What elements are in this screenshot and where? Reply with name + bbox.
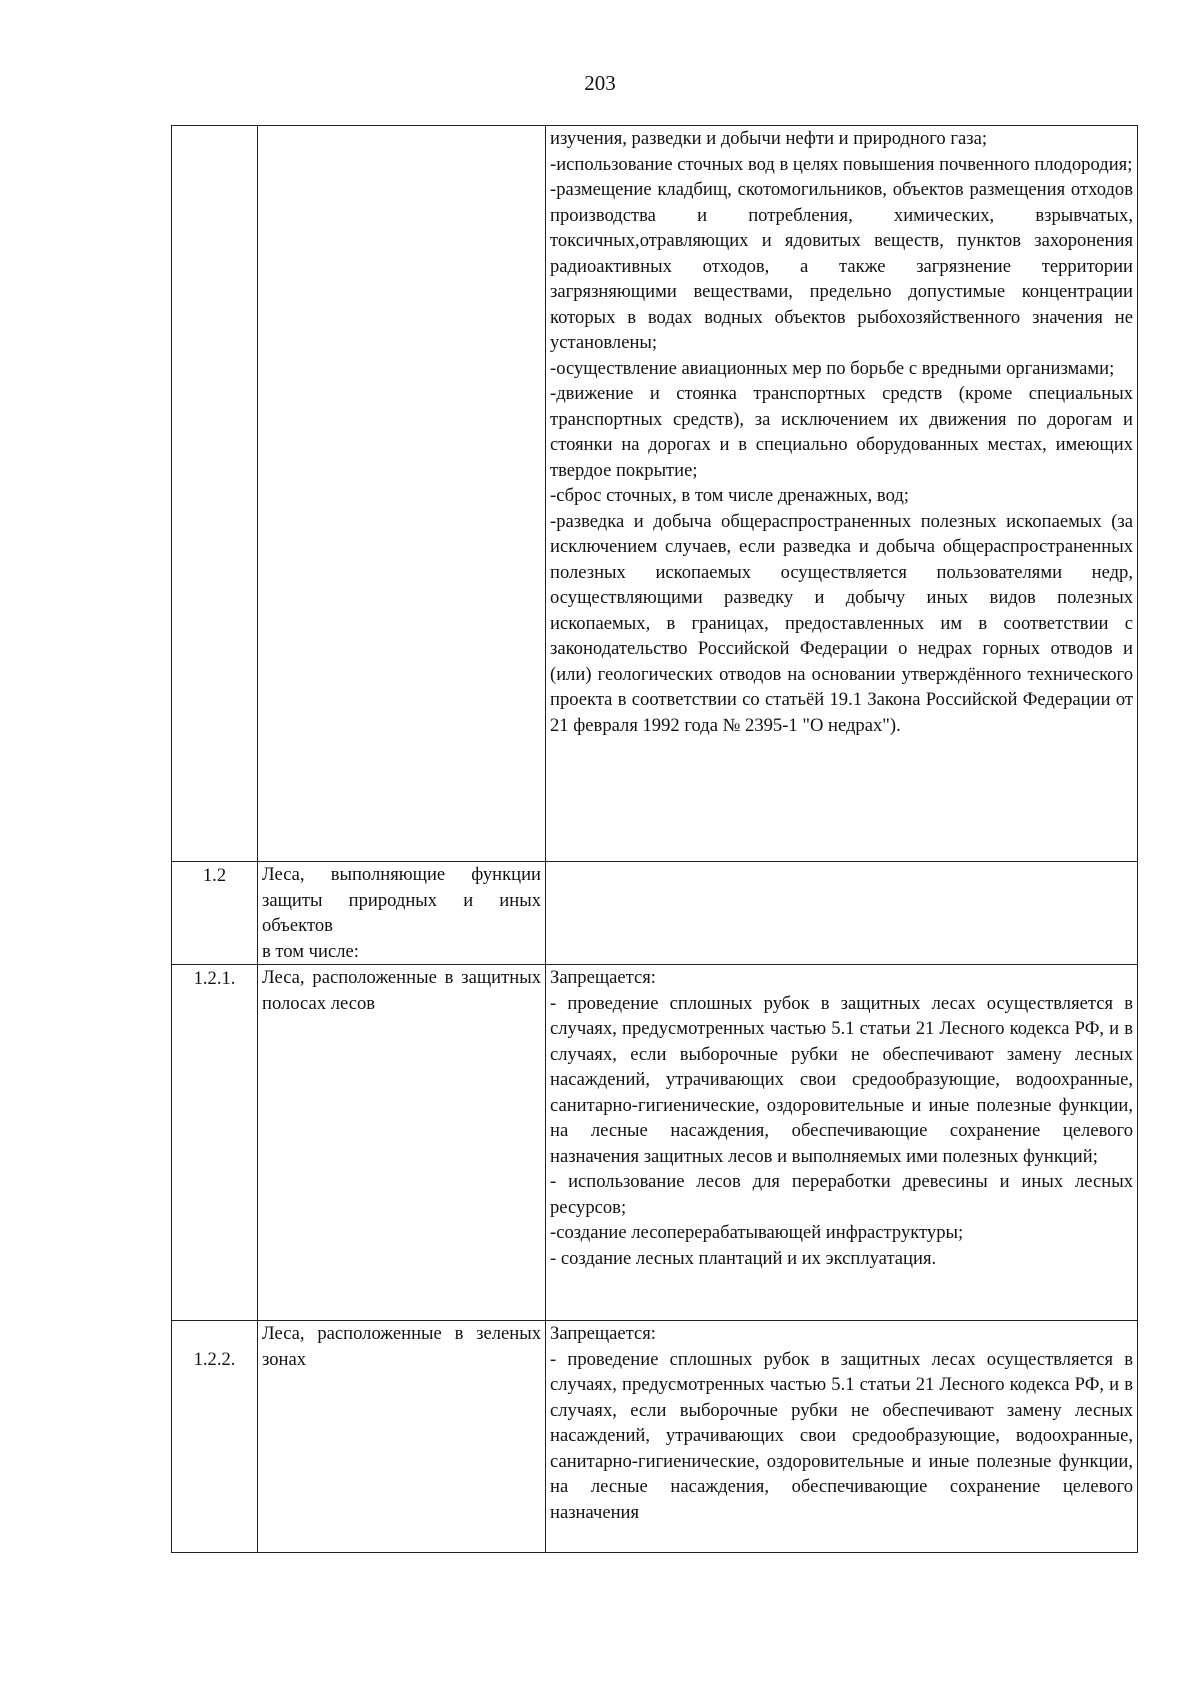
restriction-line: -размещение кладбищ, скотомогильников, объектов размещения отходов производства и потребления, химических, взрывчатых, токсичных,отравляющих и ядовитых веществ, пунктов захоронения радиоактивных отходов, а также загрязнение территории загрязняющими веществами, предельно допустимые концентрации которых в водах водных объектов рыбохозяйственного значения не установлены; bbox=[550, 179, 1133, 353]
restriction-line: -использование сточных вод в целях повышения почвенного плодородия; bbox=[550, 153, 1133, 175]
row-number: 1.2.1. bbox=[172, 965, 258, 1321]
row-number bbox=[172, 126, 258, 862]
page-number: 203 bbox=[584, 71, 616, 95]
restriction-line: -создание лесоперерабатывающей инфраструктуры; bbox=[550, 1222, 964, 1243]
row-category: Леса, расположенные в защитных полосах лесов bbox=[258, 965, 546, 1321]
row-restrictions bbox=[546, 1321, 1138, 1553]
row-number: 1.2.2. bbox=[172, 1321, 258, 1553]
row-category: Леса, расположенные в зеленых зонах bbox=[258, 1321, 546, 1553]
row-category-title: Леса, выполняющие функции защиты природных и иных объектов bbox=[262, 864, 541, 936]
restriction-line: -осуществление авиационных мер по борьбе с вредными организмами; bbox=[550, 357, 1115, 379]
row-category bbox=[258, 126, 546, 862]
restriction-line: Запрещается: bbox=[550, 967, 656, 988]
restriction-line: -разведка и добыча общераспространенных полезных ископаемых (за исключением случаев, если разведка и добыча общераспространенных полезных ископаемых осуществляется пользователями недр, осуществляющими разведку и добычу иных видов полезных ископаемых, в границах, предоставленных им в соответствии с законодательство Российской Федерации о недрах горных отводов и (или) геологических отводов на основании утверждённого технического проекта в соответствии со статьёй 19.1 Закона Российской Федерации от 21 февраля 1992 года № 2395-1 "О недрах"). bbox=[550, 510, 1133, 736]
row-restrictions bbox=[546, 965, 1138, 1321]
restriction-line: изучения, разведки и добычи нефти и природного газа; bbox=[550, 128, 987, 149]
restriction-line: - проведение сплошных рубок в защитных лесах осуществляется в случаях, предусмотренных частью 5.1 статьи 21 Лесного кодекса РФ, и в случаях, если выборочные рубки не обеспечивают замену лесных насаждений, утрачивающих свои средообразующие, водоохранные, санитарно-гигиенические, оздоровительные и иные полезные функции, на лесные насаждения, обеспечивающие сохранение целевого назначения bbox=[550, 1348, 1133, 1523]
regime-table bbox=[171, 125, 1138, 1553]
table-row bbox=[172, 965, 1138, 1321]
restriction-line: - проведение сплошных рубок в защитных лесах осуществляется в случаях, предусмотренных частью 5.1 статьи 21 Лесного кодекса РФ, и в случаях, если выборочные рубки не обеспечивают замену лесных насаждений, утрачивающих свои средообразующие, водоохранные, санитарно-гигиенические, оздоровительные и иные полезные функции, на лесные насаждения, обеспечивающие сохранение целевого назначения защитных лесов и выполняемых ими полезных функций; bbox=[550, 992, 1133, 1167]
restriction-line: -сброс сточных, в том числе дренажных, вод; bbox=[550, 485, 909, 506]
row-category bbox=[258, 862, 546, 965]
restriction-line: - использование лесов для переработки древесины и иных лесных ресурсов; bbox=[550, 1171, 1133, 1218]
row-restrictions bbox=[546, 126, 1138, 862]
table-row bbox=[172, 862, 1138, 965]
table-row bbox=[172, 1321, 1138, 1553]
row-category-subtitle: в том числе: bbox=[262, 940, 359, 962]
restriction-line: - создание лесных плантаций и их эксплуатация. bbox=[550, 1247, 937, 1269]
restriction-line: Запрещается: bbox=[550, 1323, 656, 1344]
row-number: 1.2 bbox=[172, 862, 258, 965]
row-restrictions bbox=[546, 862, 1138, 965]
restriction-line: -движение и стоянка транспортных средств (кроме специальных транспортных средств), за исключением их движения по дорогам и стоянки на дорогах и в специально оборудованных местах, имеющих твердое покрытие; bbox=[550, 383, 1133, 481]
table-row bbox=[172, 126, 1138, 862]
